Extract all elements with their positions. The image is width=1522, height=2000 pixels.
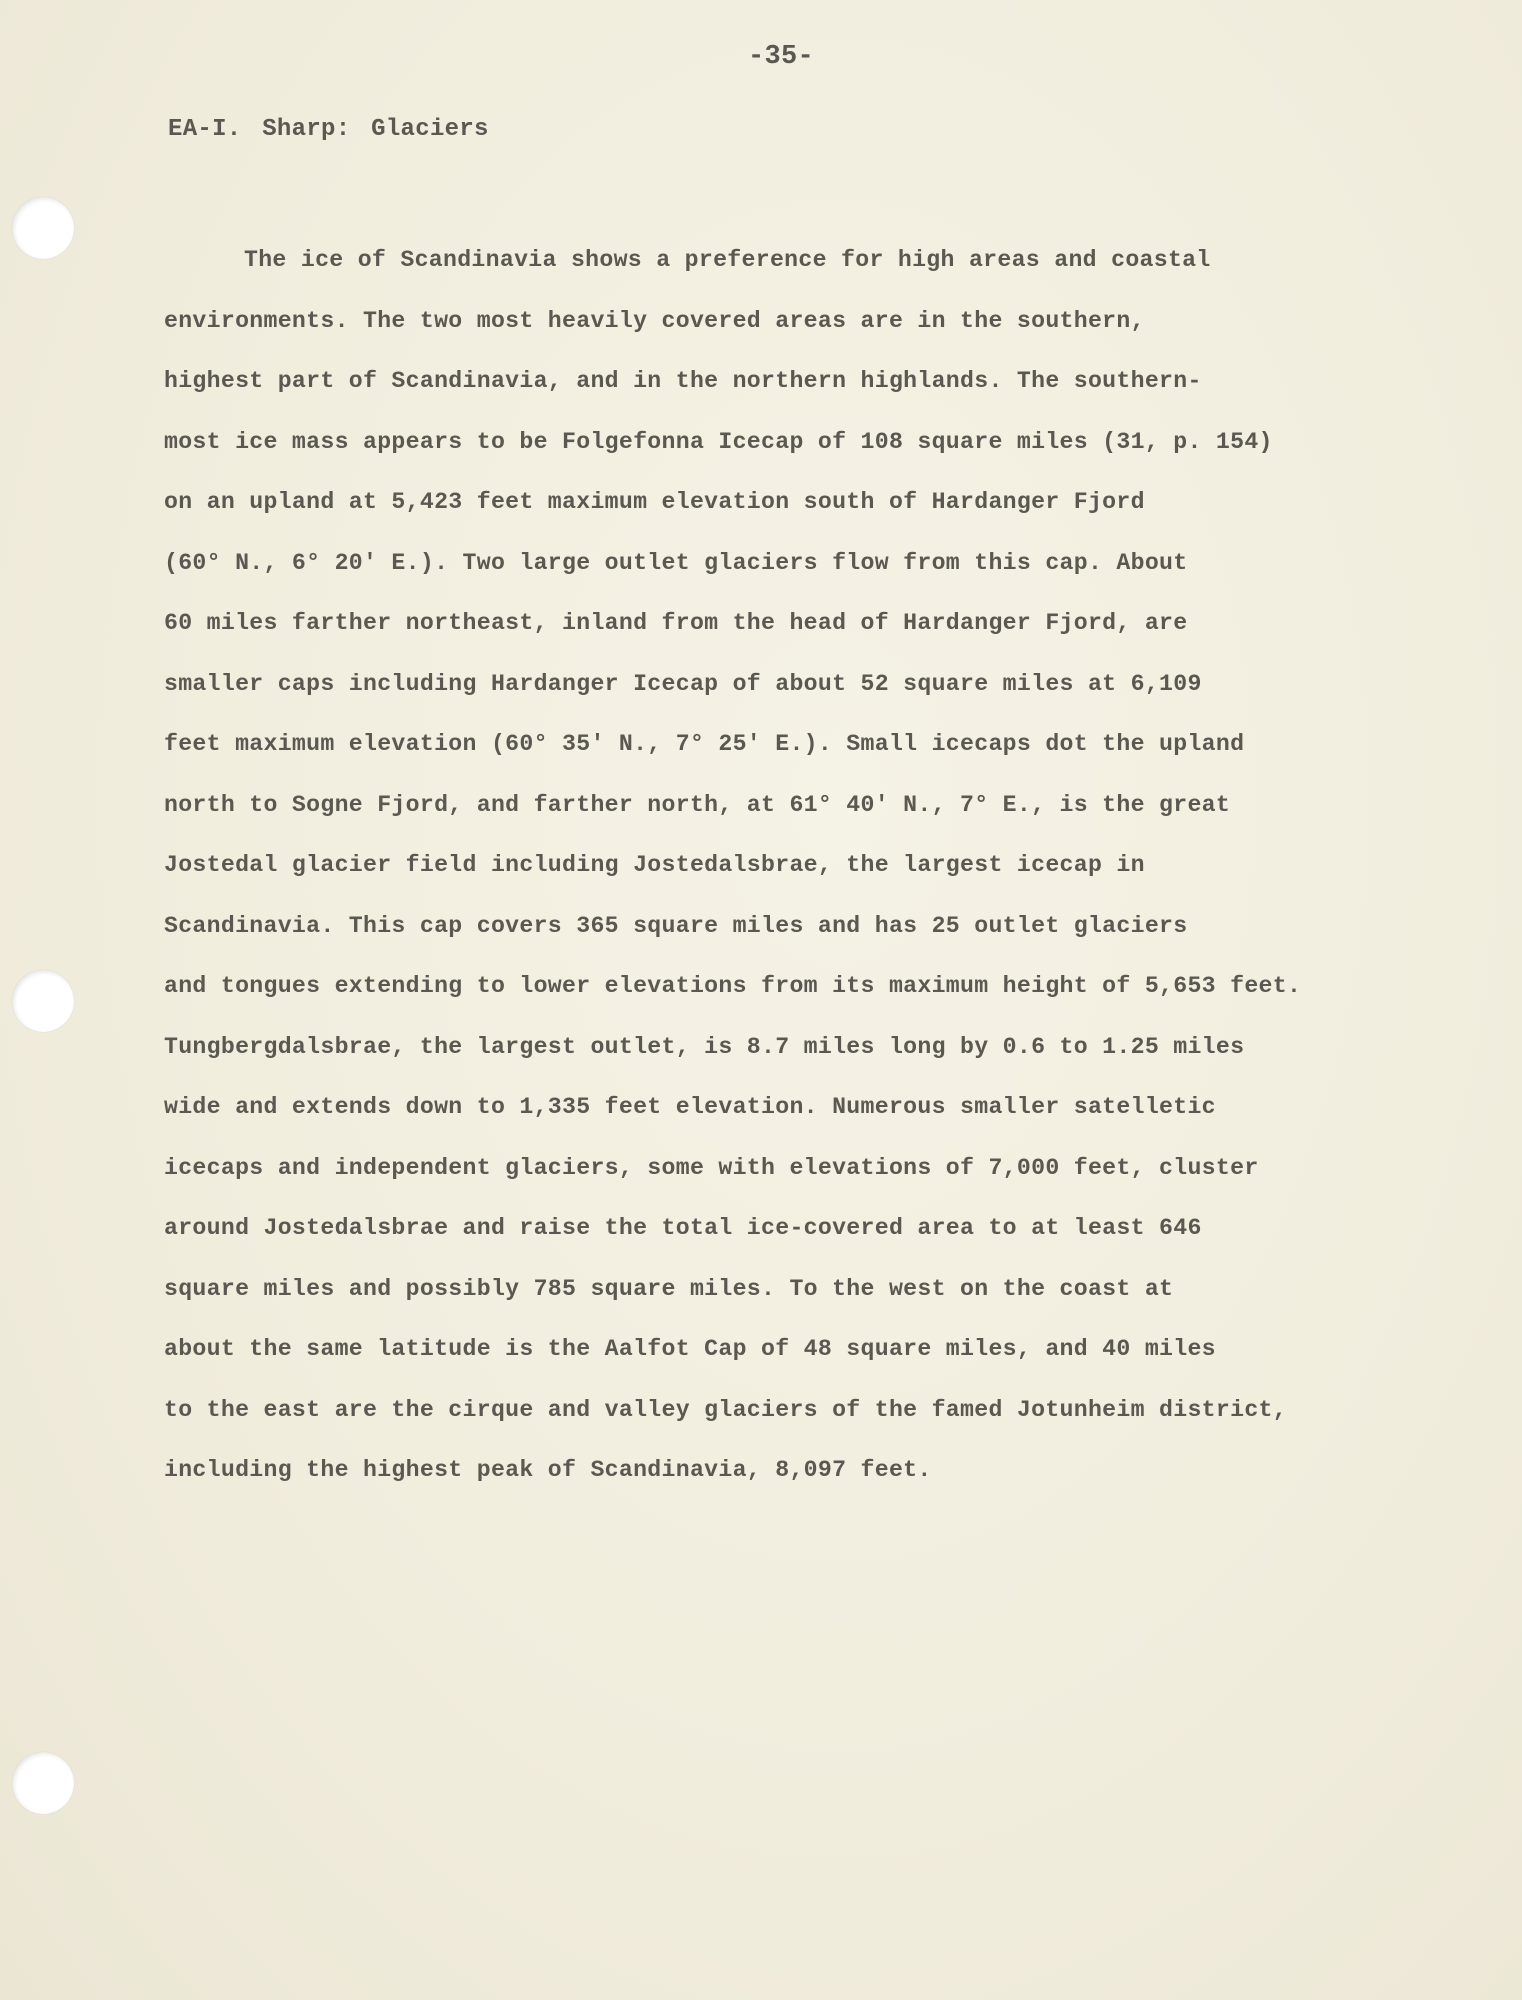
text-line: to the east are the cirque and valley glaciers of the famed Jotunheim district, <box>164 1396 1287 1423</box>
text-line: 60 miles farther northeast, inland from the head of Hardanger Fjord, are <box>164 610 1188 636</box>
text-line: most ice mass appears to be Folgefonna Icecap of 108 square miles (31, p. 154) <box>164 428 1273 455</box>
page-number: -35- <box>748 42 815 72</box>
text-line: highest part of Scandinavia, and in the northern highlands. The southern- <box>164 368 1202 394</box>
text-line: feet maximum elevation (60° 35' N., 7° 25' E.). Small icecaps dot the upland <box>164 731 1245 757</box>
text-line: about the same latitude is the Aalfot Cap of 48 square miles, and 40 miles <box>164 1336 1216 1362</box>
text-line: (60° N., 6° 20' E.). Two large outlet glaciers flow from this cap. About <box>164 549 1188 576</box>
text-line: environments. The two most heavily covered areas are in the southern, <box>164 307 1145 334</box>
text-line: around Jostedalsbrae and raise the total ice-covered area to at least 646 <box>164 1215 1202 1241</box>
text-line: wide and extends down to 1,335 feet elevation. Numerous smaller satelletic <box>164 1094 1216 1120</box>
text-line: north to Sogne Fjord, and farther north, at 61° 40' N., 7° E., is the great <box>164 791 1231 818</box>
text-line: smaller caps including Hardanger Icecap of about 52 square miles at 6,109 <box>164 670 1202 697</box>
text-line: Scandinavia. This cap covers 365 square miles and has 25 outlet glaciers <box>164 912 1188 939</box>
section-heading: EA-I. Sharp: Glaciers <box>168 116 489 143</box>
text-line: and tongues extending to lower elevations from its maximum height of 5,653 feet. <box>164 973 1302 999</box>
text-line: icecaps and independent glaciers, some with elevations of 7,000 feet, cluster <box>164 1154 1259 1181</box>
punch-hole <box>12 970 74 1032</box>
punch-hole <box>12 197 74 259</box>
text-line: Jostedal glacier field including Jostedalsbrae, the largest icecap in <box>164 852 1145 878</box>
text-line: The ice of Scandinavia shows a preference for high areas and coastal <box>244 247 1211 273</box>
text-line: on an upland at 5,423 feet maximum elevation south of Hardanger Fjord <box>164 489 1145 515</box>
text-line: Tungbergdalsbrae, the largest outlet, is 8.7 miles long by 0.6 to 1.25 miles <box>164 1033 1245 1060</box>
body-paragraph <box>164 230 1394 1501</box>
text-line: square miles and possibly 785 square miles. To the west on the coast at <box>164 1275 1174 1302</box>
text-line: including the highest peak of Scandinavia, 8,097 feet. <box>164 1457 932 1483</box>
punch-hole <box>12 1752 74 1814</box>
